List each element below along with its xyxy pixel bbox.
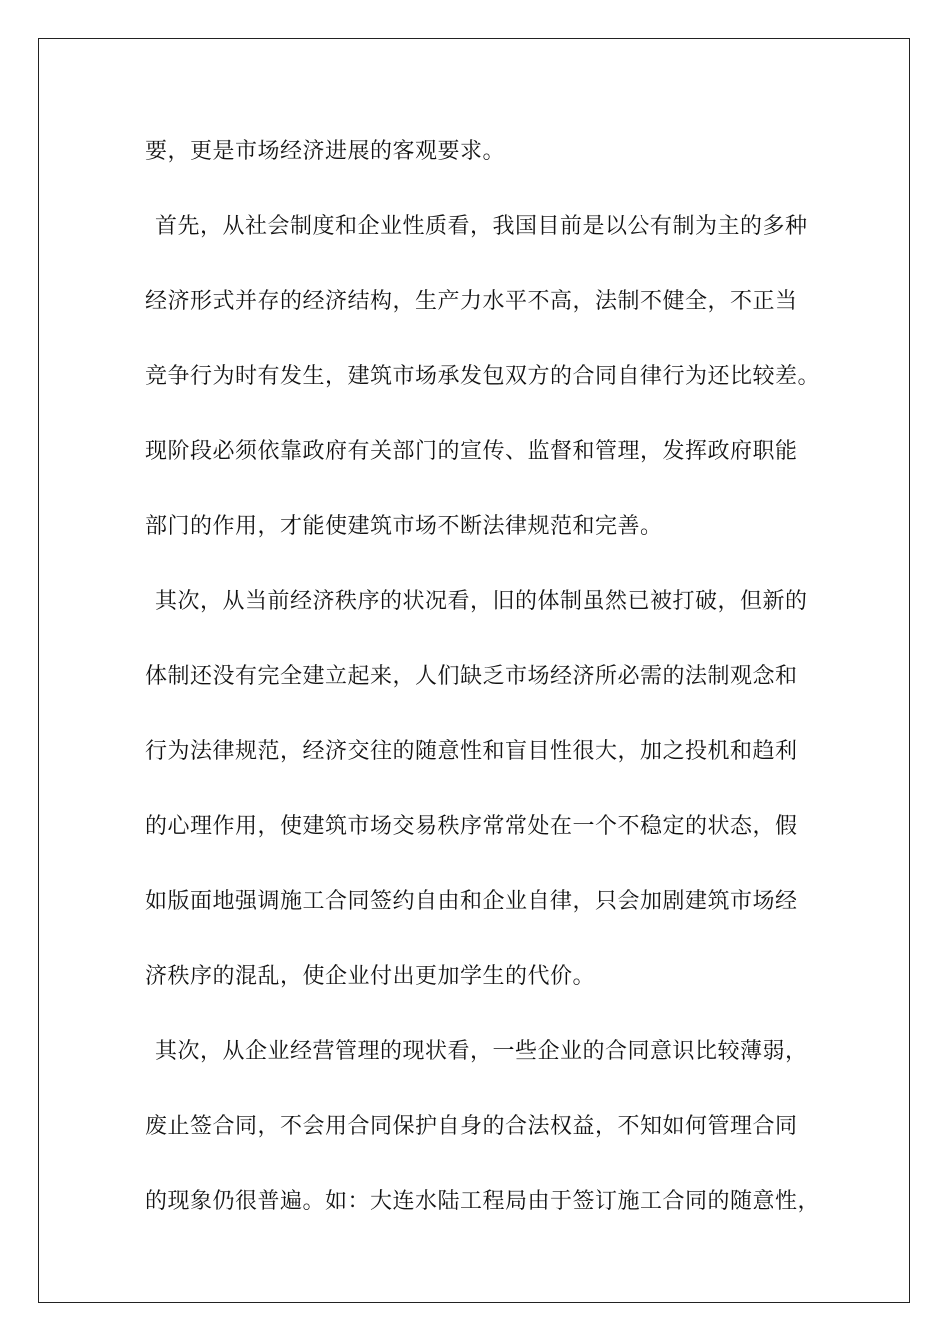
paragraph-first-line: 首先，从社会制度和企业性质看，我国目前是以公有制为主的多种 <box>155 214 808 239</box>
text-line: 废止签合同，不会用合同保护自身的合法权益，不知如何管理合同 <box>145 1114 798 1139</box>
paragraph-first-line: 其次，从当前经济秩序的状况看，旧的体制虽然已被打破，但新的 <box>155 589 808 614</box>
text-line: 要，更是市场经济进展的客观要求。 <box>145 139 506 164</box>
text-line: 部门的作用，才能使建筑市场不断法律规范和完善。 <box>145 514 663 539</box>
text-line: 如版面地强调施工合同签约自由和企业自律，只会加剧建筑市场经 <box>145 889 798 914</box>
text-line: 的心理作用，使建筑市场交易秩序常常处在一个不稳定的状态，假 <box>145 814 798 839</box>
paragraph-first-line: 其次，从企业经营管理的现状看，一些企业的合同意识比较薄弱， <box>155 1039 808 1064</box>
text-line: 的现象仍很普遍。如：大连水陆工程局由于签订施工合同的随意性， <box>145 1189 821 1214</box>
text-line: 体制还没有完全建立起来，人们缺乏市场经济所必需的法制观念和 <box>145 664 798 689</box>
text-line: 行为法律规范，经济交往的随意性和盲目性很大，加之投机和趋利 <box>145 739 798 764</box>
text-line: 竞争行为时有发生，建筑市场承发包双方的合同自律行为还比较差。 <box>145 364 821 389</box>
text-line: 济秩序的混乱，使企业付出更加学生的代价。 <box>145 964 596 989</box>
text-line: 经济形式并存的经济结构，生产力水平不高，法制不健全，不正当 <box>145 289 798 314</box>
text-line: 现阶段必须依靠政府有关部门的宣传、监督和管理，发挥政府职能 <box>145 439 798 464</box>
